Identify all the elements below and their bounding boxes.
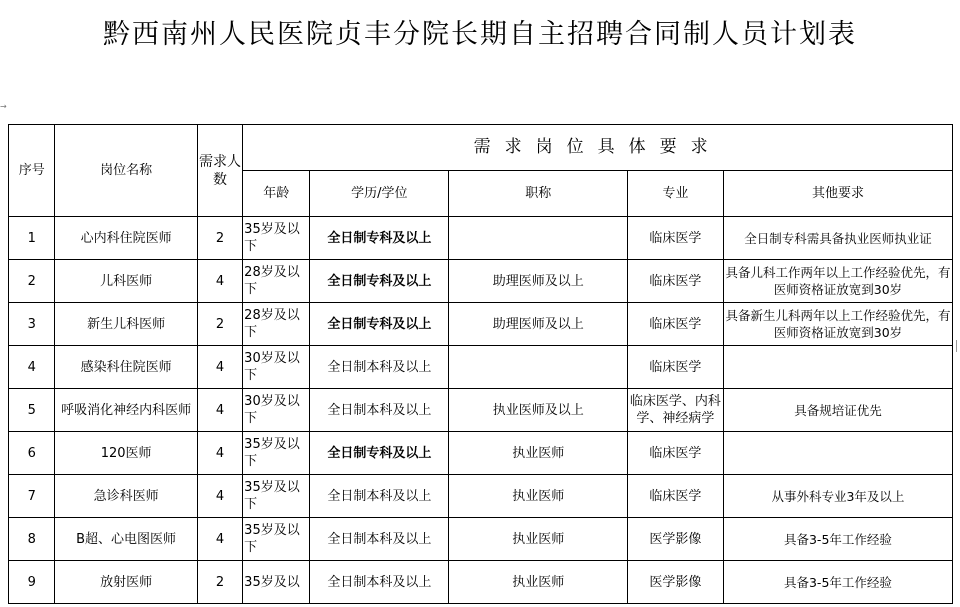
- table-row: [9, 260, 953, 303]
- cell-education: 全日制专科及以上: [310, 432, 449, 475]
- cell-seq: 2: [9, 260, 55, 303]
- table-row: [9, 217, 953, 260]
- cell-major: 临床医学: [627, 260, 723, 303]
- header-title: 职称: [449, 171, 627, 217]
- cell-major: 临床医学、内科学、神经病学: [627, 389, 723, 432]
- cell-count: 4: [197, 389, 242, 432]
- cell-major: 临床医学: [627, 346, 723, 389]
- page-title: 黔西南州人民医院贞丰分院长期自主招聘合同制人员计划表: [103, 19, 857, 50]
- cell-age: 35岁及以下: [243, 432, 310, 475]
- table-row: [9, 389, 953, 432]
- cell-other: 具备3-5年工作经验: [723, 561, 952, 604]
- cell-other: 全日制专科需具备执业医师执业证: [723, 217, 952, 260]
- table-row: [9, 432, 953, 475]
- cell-education: 全日制本科及以上: [310, 561, 449, 604]
- cell-age: 30岁及以下: [243, 346, 310, 389]
- cell-title: 执业医师: [449, 561, 627, 604]
- cell-age: 28岁及以下: [243, 260, 310, 303]
- header-count: 需求人数: [197, 125, 242, 217]
- cell-age: 30岁及以下: [243, 389, 310, 432]
- cell-position: 放射医师: [55, 561, 197, 604]
- cell-age: 35岁及以下: [243, 217, 310, 260]
- table-row: [9, 475, 953, 518]
- header-requirements: 需求岗位具体要求: [243, 125, 953, 171]
- cell-major: 临床医学: [627, 475, 723, 518]
- table-row: [9, 518, 953, 561]
- cell-title: 助理医师及以上: [449, 260, 627, 303]
- cell-education: 全日制本科及以上: [310, 518, 449, 561]
- cell-major: 医学影像: [627, 561, 723, 604]
- cell-seq: 1: [9, 217, 55, 260]
- cell-title: 执业医师及以上: [449, 389, 627, 432]
- header-other: 其他要求: [723, 171, 952, 217]
- cell-other: [723, 432, 952, 475]
- cell-major: 临床医学: [627, 217, 723, 260]
- cell-major: 医学影像: [627, 518, 723, 561]
- table-row: [9, 561, 953, 604]
- table-row: [9, 303, 953, 346]
- cell-education: 全日制专科及以上: [310, 260, 449, 303]
- cell-seq: 8: [9, 518, 55, 561]
- cell-age: 35岁及以: [243, 561, 310, 604]
- cell-education: 全日制专科及以上: [310, 303, 449, 346]
- recruitment-plan-table: [8, 124, 953, 604]
- page-edge-marker: [956, 340, 960, 352]
- cell-title: [449, 346, 627, 389]
- paste-marker-icon: →: [0, 102, 7, 111]
- cell-position: 急诊科医师: [55, 475, 197, 518]
- cell-other: [723, 346, 952, 389]
- cell-count: 4: [197, 518, 242, 561]
- cell-major: 临床医学: [627, 432, 723, 475]
- header-seq: 序号: [9, 125, 55, 217]
- cell-other: 具备新生儿科两年以上工作经验优先，有医师资格证放宽到30岁: [723, 303, 952, 346]
- cell-count: 2: [197, 303, 242, 346]
- cell-education: 全日制本科及以上: [310, 346, 449, 389]
- cell-position: 新生儿科医师: [55, 303, 197, 346]
- cell-seq: 4: [9, 346, 55, 389]
- cell-title: 执业医师: [449, 518, 627, 561]
- cell-education: 全日制专科及以上: [310, 217, 449, 260]
- cell-position: B超、心电图医师: [55, 518, 197, 561]
- cell-age: 28岁及以下: [243, 303, 310, 346]
- header-major: 专业: [627, 171, 723, 217]
- cell-position: 感染科住院医师: [55, 346, 197, 389]
- header-row-1: [9, 125, 953, 171]
- cell-education: 全日制本科及以上: [310, 389, 449, 432]
- cell-seq: 3: [9, 303, 55, 346]
- cell-count: 4: [197, 475, 242, 518]
- cell-education: 全日制本科及以上: [310, 475, 449, 518]
- cell-other: 具备儿科工作两年以上工作经验优先，有医师资格证放宽到30岁: [723, 260, 952, 303]
- cell-title: 助理医师及以上: [449, 303, 627, 346]
- cell-other: 具备3-5年工作经验: [723, 518, 952, 561]
- cell-count: 2: [197, 217, 242, 260]
- cell-seq: 6: [9, 432, 55, 475]
- cell-title: [449, 217, 627, 260]
- cell-seq: 5: [9, 389, 55, 432]
- cell-title: 执业医师: [449, 432, 627, 475]
- cell-count: 2: [197, 561, 242, 604]
- cell-count: 4: [197, 346, 242, 389]
- cell-seq: 7: [9, 475, 55, 518]
- table-row: [9, 346, 953, 389]
- cell-age: 35岁及以下: [243, 518, 310, 561]
- cell-seq: 9: [9, 561, 55, 604]
- cell-count: 4: [197, 432, 242, 475]
- cell-position: 120医师: [55, 432, 197, 475]
- cell-position: 心内科住院医师: [55, 217, 197, 260]
- cell-other: 具备规培证优先: [723, 389, 952, 432]
- cell-count: 4: [197, 260, 242, 303]
- cell-other: 从事外科专业3年及以上: [723, 475, 952, 518]
- cell-title: 执业医师: [449, 475, 627, 518]
- cell-position: 呼吸消化神经内科医师: [55, 389, 197, 432]
- cell-major: 临床医学: [627, 303, 723, 346]
- header-age: 年龄: [243, 171, 310, 217]
- cell-age: 35岁及以下: [243, 475, 310, 518]
- cell-position: 儿科医师: [55, 260, 197, 303]
- header-position: 岗位名称: [55, 125, 197, 217]
- header-education: 学历/学位: [310, 171, 449, 217]
